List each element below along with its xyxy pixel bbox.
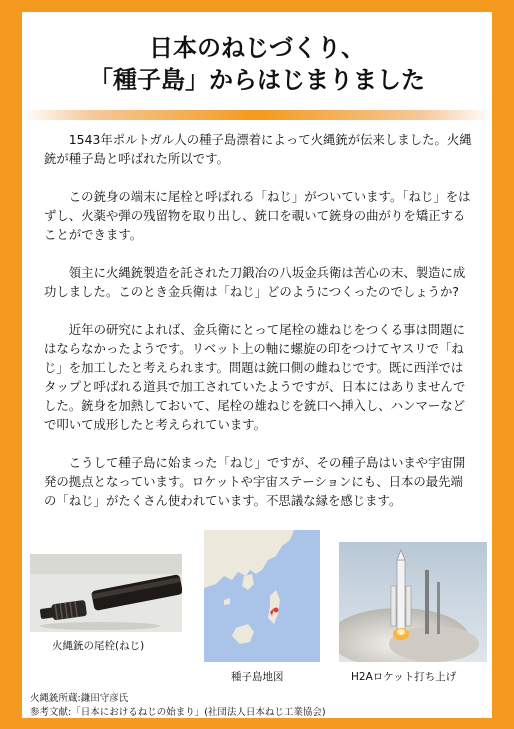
credits [30,692,326,720]
page-title [22,32,492,96]
article-body [44,130,474,529]
paragraph: 1543年ポルトガル人の種子島漂着によって火縄銃が伝来しました。火縄銃が種子島と呼ばれた所以です。 [44,132,472,166]
rocket-caption: H2Aロケット打ち上げ [351,671,457,683]
gun-caption: 火縄銃の尾栓(ねじ) [52,640,145,652]
title-line-2: 「種子島」からはじまりました [89,66,425,94]
map-caption: 種子島地図 [231,671,284,683]
document-panel [22,12,492,718]
title-line-1: 日本のねじづくり、 [149,34,365,62]
h2a-rocket-photo [339,542,487,662]
paragraph: こうして種子島に始まった「ねじ」ですが、その種子島はいまや宇宙開発の拠点となっています。ロケットや宇宙ステーションにも、日本の最先端の「ねじ」がたくさん使われています。不思議な縁を感じます。 [44,455,466,508]
matchlock-plug-photo [30,554,182,632]
title-divider [22,110,492,120]
paragraph: 領主に火縄銃製造を託された刀鍛冶の八坂金兵衛は苦心の末、製造に成功しました。このとき金兵衛は「ねじ」どのようにつくったのでしょうか? [44,265,466,299]
owner-credit: 火縄銃所蔵:鎌田守彦氏 [30,693,129,704]
tanegashima-map [204,530,320,662]
paragraph: 近年の研究によれば、金兵衛にとって尾栓の雄ねじをつくる事は問題にはならなかったようです。リベット上の軸に螺旋の印をつけてヤスリで「ねじ」を加工したと考えられます。問題は銃口側の雌ねじです。既に西洋ではタップと呼ばれる道具で加工されていたようですが、日本にはありませんでした。銃身を加熱しておいて、尾栓の雄ねじを銃口へ挿入し、ハンマーなどで叩いて成形したと考えられています。 [44,322,466,432]
reference-credit: 参考文献:「日本におけるねじの始まり」(社団法人日本ねじ工業協会) [30,707,326,718]
paragraph: この銃身の端末に尾栓と呼ばれる「ねじ」がついています。「ねじ」をはずし、火薬や弾の残留物を取り出し、銃口を覗いて銃身の曲がりを矯正することができます。 [44,189,471,242]
